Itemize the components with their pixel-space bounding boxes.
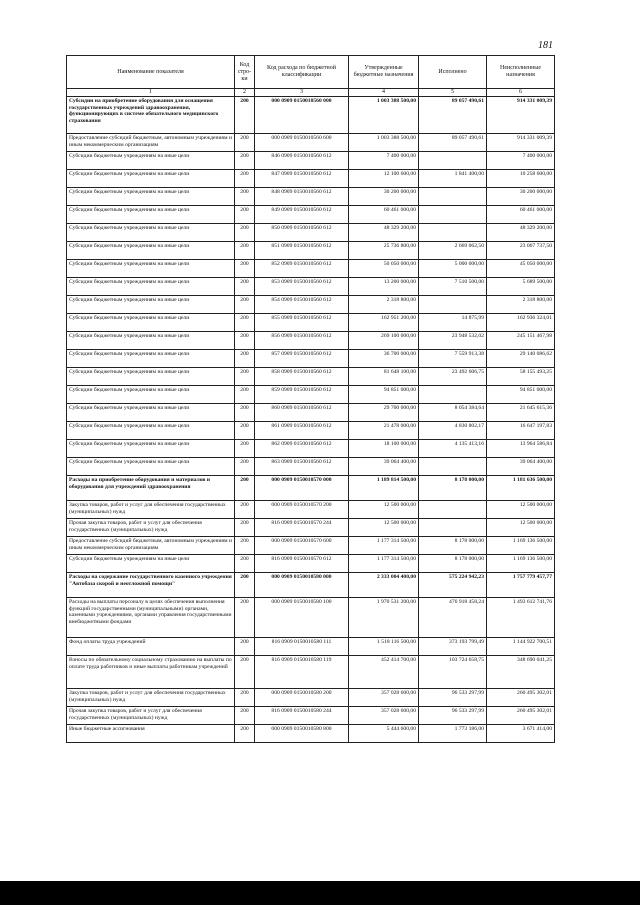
- row-approved: 12 500 000,00: [349, 519, 419, 537]
- row-line-code: 200: [235, 134, 255, 152]
- table-row: [67, 332, 555, 350]
- header-executed: Исполнено: [419, 56, 487, 89]
- table-row: [67, 206, 555, 224]
- row-line-code: 200: [235, 242, 255, 260]
- page-number: 181: [538, 40, 553, 51]
- row-executed: 8 178 000,00: [419, 476, 487, 501]
- row-line-code: 200: [235, 314, 255, 332]
- row-budget-code: 858 0909 0150010560 612: [255, 368, 349, 386]
- row-line-code: 200: [235, 476, 255, 501]
- row-approved: 12 100 600,00: [349, 170, 419, 188]
- row-name: Фонд оплаты труда учреждений: [67, 638, 235, 656]
- row-unexecuted: 7 400 000,00: [487, 152, 555, 170]
- row-unexecuted: 1 169 136 500,00: [487, 555, 555, 573]
- row-unexecuted: 162 936 324,01: [487, 314, 555, 332]
- row-name: Субсидии на приобретение оборудования для оснащения государственных учреждений здравоохранения, функционирующих в системе обязательного медицинского страхования: [67, 97, 235, 134]
- row-budget-code: 000 0909 0150010570 200: [255, 501, 349, 519]
- row-unexecuted: 29 140 086,62: [487, 350, 555, 368]
- table-row: [67, 224, 555, 242]
- table-row: [67, 260, 555, 278]
- row-line-code: 200: [235, 422, 255, 440]
- row-name: Субсидии бюджетным учреждениям на иные цели: [67, 224, 235, 242]
- table-row: [67, 134, 555, 152]
- row-executed: [419, 458, 487, 476]
- row-budget-code: 856 0909 0150010560 612: [255, 332, 349, 350]
- table-row: [67, 656, 555, 689]
- row-unexecuted: 39 064 400,00: [487, 458, 555, 476]
- row-unexecuted: 5 689 500,00: [487, 278, 555, 296]
- row-approved: 2 333 004 400,00: [349, 573, 419, 598]
- row-approved: 13 200 000,00: [349, 278, 419, 296]
- row-executed: [419, 206, 487, 224]
- row-executed: 1 773 186,00: [419, 725, 487, 743]
- row-line-code: 200: [235, 537, 255, 555]
- row-approved: 2 318 800,00: [349, 296, 419, 314]
- row-budget-code: 000 0909 0150010560 000: [255, 97, 349, 134]
- row-line-code: 200: [235, 206, 255, 224]
- column-number: 4: [349, 89, 419, 97]
- row-budget-code: 849 0909 0150010560 612: [255, 206, 349, 224]
- row-unexecuted: 1 181 636 500,00: [487, 476, 555, 501]
- row-executed: 23 948 532,02: [419, 332, 487, 350]
- row-name: Субсидии бюджетным учреждениям на иные цели: [67, 368, 235, 386]
- row-name: Субсидии бюджетным учреждениям на иные цели: [67, 422, 235, 440]
- row-name: Субсидии бюджетным учреждениям на иные цели: [67, 170, 235, 188]
- row-line-code: 200: [235, 638, 255, 656]
- row-approved: 357 028 600,00: [349, 707, 419, 725]
- row-executed: 2 669 062,50: [419, 242, 487, 260]
- row-unexecuted: 2 318 800,00: [487, 296, 555, 314]
- row-executed: [419, 152, 487, 170]
- row-line-code: 200: [235, 170, 255, 188]
- row-line-code: 200: [235, 725, 255, 743]
- row-name: Субсидии бюджетным учреждениям на иные цели: [67, 206, 235, 224]
- header-unexecuted: Неисполненные назначения: [487, 56, 555, 89]
- row-line-code: 200: [235, 152, 255, 170]
- row-unexecuted: 1 757 779 457,77: [487, 573, 555, 598]
- row-name: Субсидии бюджетным учреждениям на иные цели: [67, 350, 235, 368]
- row-line-code: 200: [235, 458, 255, 476]
- row-approved: 1 970 531 200,00: [349, 598, 419, 638]
- table-row: [67, 97, 555, 134]
- row-approved: 21 478 000,00: [349, 422, 419, 440]
- row-name: Субсидии бюджетным учреждениям на иные цели: [67, 152, 235, 170]
- row-line-code: 200: [235, 689, 255, 707]
- row-executed: 7 510 500,00: [419, 278, 487, 296]
- row-budget-code: 000 0909 0150010570 000: [255, 476, 349, 501]
- row-executed: 96 533 297,99: [419, 689, 487, 707]
- row-approved: 29 700 000,00: [349, 404, 419, 422]
- row-line-code: 200: [235, 260, 255, 278]
- row-executed: 5 000 000,00: [419, 260, 487, 278]
- row-line-code: 200: [235, 404, 255, 422]
- row-name: Иные бюджетные ассигнования: [67, 725, 235, 743]
- row-name: Субсидии бюджетным учреждениям на иные цели: [67, 440, 235, 458]
- row-unexecuted: 30 200 000,00: [487, 188, 555, 206]
- row-name: Субсидии бюджетным учреждениям на иные цели: [67, 555, 235, 573]
- header-budget-code: Код расхода по бюджетной классификации: [255, 56, 349, 89]
- row-unexecuted: 48 329 200,00: [487, 224, 555, 242]
- row-approved: 452 414 700,00: [349, 656, 419, 689]
- row-unexecuted: 348 690 041,25: [487, 656, 555, 689]
- row-executed: 1 841 400,00: [419, 170, 487, 188]
- table-row: [67, 458, 555, 476]
- row-approved: 48 329 200,00: [349, 224, 419, 242]
- row-name: Субсидии бюджетным учреждениям на иные цели: [67, 260, 235, 278]
- row-approved: 1 003 388 500,00: [349, 134, 419, 152]
- column-number: 2: [235, 89, 255, 97]
- table-row: [67, 476, 555, 501]
- row-name: Прочая закупка товаров, работ и услуг для обеспечения государственных (муниципальных) нужд: [67, 519, 235, 537]
- table-row: [67, 278, 555, 296]
- table-row: [67, 537, 555, 555]
- row-name: Субсидии бюджетным учреждениям на иные цели: [67, 332, 235, 350]
- table-row: [67, 573, 555, 598]
- row-executed: [419, 386, 487, 404]
- row-budget-code: 000 0909 0150010580 100: [255, 598, 349, 638]
- column-number-row: [67, 89, 555, 97]
- row-line-code: 200: [235, 598, 255, 638]
- row-approved: 94 851 000,00: [349, 386, 419, 404]
- header-name: Наименование показателя: [67, 56, 235, 89]
- row-name: Закупка товаров, работ и услуг для обеспечения государственных (муниципальных) нужд: [67, 501, 235, 519]
- row-approved: 1 003 388 500,00: [349, 97, 419, 134]
- row-line-code: 200: [235, 707, 255, 725]
- row-budget-code: 861 0909 0150010560 612: [255, 422, 349, 440]
- row-name: Прочая закупка товаров, работ и услуг для обеспечения государственных (муниципальных) нужд: [67, 707, 235, 725]
- row-approved: 269 100 000,00: [349, 332, 419, 350]
- row-approved: 162 951 200,00: [349, 314, 419, 332]
- header-row: [67, 56, 555, 89]
- table-row: [67, 152, 555, 170]
- table-row: [67, 598, 555, 638]
- row-line-code: 200: [235, 97, 255, 134]
- row-unexecuted: 3 671 414,00: [487, 725, 555, 743]
- row-line-code: 200: [235, 296, 255, 314]
- row-unexecuted: 914 331 009,39: [487, 97, 555, 134]
- row-executed: 8 178 000,00: [419, 555, 487, 573]
- row-line-code: 200: [235, 368, 255, 386]
- scan-bottom-border: [0, 881, 640, 905]
- row-executed: 96 533 297,99: [419, 707, 487, 725]
- table-row: [67, 242, 555, 260]
- row-approved: 81 648 100,00: [349, 368, 419, 386]
- table-row: [67, 422, 555, 440]
- table-row: [67, 296, 555, 314]
- table-row: [67, 188, 555, 206]
- row-budget-code: 000 0909 0150010560 600: [255, 134, 349, 152]
- row-budget-code: 857 0909 0150010560 612: [255, 350, 349, 368]
- table-row: [67, 638, 555, 656]
- row-line-code: 200: [235, 188, 255, 206]
- row-executed: 8 054 384,64: [419, 404, 487, 422]
- row-approved: 1 177 314 500,00: [349, 555, 419, 573]
- column-number: 3: [255, 89, 349, 97]
- row-name: Субсидии бюджетным учреждениям на иные цели: [67, 404, 235, 422]
- row-unexecuted: 45 050 000,00: [487, 260, 555, 278]
- table-row: [67, 368, 555, 386]
- row-approved: 36 700 000,00: [349, 350, 419, 368]
- row-budget-code: 000 0909 0150010580 800: [255, 725, 349, 743]
- row-name: Расходы на выплаты персоналу в целях обеспечения выполнения функций государственными (муниципальными) органами, казенными учреждениями, органами управления государственными внебюджетными фондами: [67, 598, 235, 638]
- row-budget-code: 847 0909 0150010560 612: [255, 170, 349, 188]
- row-budget-code: 851 0909 0150010560 612: [255, 242, 349, 260]
- row-unexecuted: 10 258 600,00: [487, 170, 555, 188]
- row-line-code: 200: [235, 440, 255, 458]
- row-budget-code: 854 0909 0150010560 612: [255, 296, 349, 314]
- table-body: [67, 97, 555, 743]
- row-name: Расходы на содержание государственного казенного учреждения "Автобаза скорой и неотложной помощи": [67, 573, 235, 598]
- row-executed: 575 224 942,23: [419, 573, 487, 598]
- row-line-code: 200: [235, 278, 255, 296]
- row-budget-code: 816 0909 0150010570 612: [255, 555, 349, 573]
- table-row: [67, 555, 555, 573]
- row-budget-code: 000 0909 0150010570 600: [255, 537, 349, 555]
- table-row: [67, 170, 555, 188]
- row-line-code: 200: [235, 332, 255, 350]
- row-budget-code: 816 0909 0150010580 119: [255, 656, 349, 689]
- row-budget-code: 816 0909 0150010580 244: [255, 707, 349, 725]
- row-line-code: 200: [235, 555, 255, 573]
- row-unexecuted: 94 851 000,00: [487, 386, 555, 404]
- row-executed: 4 135 413,16: [419, 440, 487, 458]
- row-name: Расходы на приобретение оборудования и материалов и оборудования для учреждений здравоохранения: [67, 476, 235, 501]
- row-unexecuted: 1 169 136 500,00: [487, 537, 555, 555]
- row-approved: 39 064 400,00: [349, 458, 419, 476]
- row-approved: 7 400 000,00: [349, 152, 419, 170]
- row-budget-code: 848 0909 0150010560 612: [255, 188, 349, 206]
- table-row: [67, 725, 555, 743]
- row-unexecuted: 60 461 000,00: [487, 206, 555, 224]
- row-name: Субсидии бюджетным учреждениям на иные цели: [67, 314, 235, 332]
- row-name: Субсидии бюджетным учреждениям на иные цели: [67, 296, 235, 314]
- row-approved: 30 200 000,00: [349, 188, 419, 206]
- row-budget-code: 816 0909 0150010580 111: [255, 638, 349, 656]
- table-row: [67, 404, 555, 422]
- row-name: Субсидии бюджетным учреждениям на иные цели: [67, 386, 235, 404]
- row-approved: 1 177 314 500,00: [349, 537, 419, 555]
- row-line-code: 200: [235, 519, 255, 537]
- row-line-code: 200: [235, 501, 255, 519]
- row-budget-code: 853 0909 0150010560 612: [255, 278, 349, 296]
- column-number: 1: [67, 89, 235, 97]
- row-budget-code: 850 0909 0150010560 612: [255, 224, 349, 242]
- row-budget-code: 860 0909 0150010560 612: [255, 404, 349, 422]
- row-executed: 4 830 802,17: [419, 422, 487, 440]
- row-executed: 14 875,99: [419, 314, 487, 332]
- row-budget-code: 855 0909 0150010560 612: [255, 314, 349, 332]
- table-row: [67, 707, 555, 725]
- row-approved: 50 050 000,00: [349, 260, 419, 278]
- row-unexecuted: 12 500 000,00: [487, 501, 555, 519]
- row-unexecuted: 13 964 586,84: [487, 440, 555, 458]
- row-line-code: 200: [235, 224, 255, 242]
- row-unexecuted: 260 495 302,01: [487, 689, 555, 707]
- header-line-code: Код стро-ки: [235, 56, 255, 89]
- row-budget-code: 863 0909 0150010560 612: [255, 458, 349, 476]
- table-row: [67, 440, 555, 458]
- row-name: Субсидии бюджетным учреждениям на иные цели: [67, 278, 235, 296]
- row-budget-code: 852 0909 0150010560 612: [255, 260, 349, 278]
- row-unexecuted: 16 647 197,83: [487, 422, 555, 440]
- row-budget-code: 000 0909 0150010580 200: [255, 689, 349, 707]
- row-name: Субсидии бюджетным учреждениям на иные цели: [67, 188, 235, 206]
- row-executed: [419, 224, 487, 242]
- row-approved: 1 518 116 500,00: [349, 638, 419, 656]
- row-approved: 18 100 000,00: [349, 440, 419, 458]
- row-approved: 357 028 600,00: [349, 689, 419, 707]
- table-row: [67, 386, 555, 404]
- row-approved: 12 500 000,00: [349, 501, 419, 519]
- row-executed: 103 724 658,75: [419, 656, 487, 689]
- row-executed: [419, 501, 487, 519]
- row-unexecuted: 1 144 922 700,51: [487, 638, 555, 656]
- row-budget-code: 816 0909 0150010570 244: [255, 519, 349, 537]
- row-unexecuted: 12 500 000,00: [487, 519, 555, 537]
- row-unexecuted: 23 067 737,50: [487, 242, 555, 260]
- row-unexecuted: 21 645 615,36: [487, 404, 555, 422]
- row-executed: 373 193 799,49: [419, 638, 487, 656]
- row-approved: 5 444 600,00: [349, 725, 419, 743]
- row-line-code: 200: [235, 656, 255, 689]
- row-executed: 8 178 000,00: [419, 537, 487, 555]
- row-unexecuted: 58 155 493,25: [487, 368, 555, 386]
- row-unexecuted: 260 495 302,01: [487, 707, 555, 725]
- row-unexecuted: 914 331 009,39: [487, 134, 555, 152]
- header-approved: Утвержденные бюджетные назначения: [349, 56, 419, 89]
- column-number: 6: [487, 89, 555, 97]
- row-budget-code: 862 0909 0150010560 612: [255, 440, 349, 458]
- row-approved: 25 736 800,00: [349, 242, 419, 260]
- row-executed: 89 057 490,61: [419, 134, 487, 152]
- table-row: [67, 689, 555, 707]
- row-name: Предоставление субсидий бюджетным, автономным учреждениям и иным некоммерческим организациям: [67, 134, 235, 152]
- row-unexecuted: 245 151 467,98: [487, 332, 555, 350]
- budget-execution-table: [66, 55, 555, 743]
- row-executed: [419, 188, 487, 206]
- row-line-code: 200: [235, 350, 255, 368]
- table-row: [67, 350, 555, 368]
- row-name: Предоставление субсидий бюджетным, автономным учреждениям и иным некоммерческим организациям: [67, 537, 235, 555]
- table-row: [67, 501, 555, 519]
- row-executed: 476 918 458,24: [419, 598, 487, 638]
- table-row: [67, 519, 555, 537]
- row-approved: 60 461 000,00: [349, 206, 419, 224]
- row-budget-code: 846 0909 0150010560 612: [255, 152, 349, 170]
- row-line-code: 200: [235, 573, 255, 598]
- row-line-code: 200: [235, 386, 255, 404]
- row-executed: [419, 296, 487, 314]
- row-executed: 23 492 606,75: [419, 368, 487, 386]
- row-executed: [419, 519, 487, 537]
- row-budget-code: 859 0909 0150010560 612: [255, 386, 349, 404]
- row-unexecuted: 1 493 612 741,76: [487, 598, 555, 638]
- row-budget-code: 000 0909 0150010580 000: [255, 573, 349, 598]
- row-approved: 1 189 814 500,00: [349, 476, 419, 501]
- table-row: [67, 314, 555, 332]
- row-name: Взносы по обязательному социальному страхованию на выплаты по оплате труда работников и иные выплаты работникам учреждений: [67, 656, 235, 689]
- row-executed: 89 057 490,61: [419, 97, 487, 134]
- row-name: Субсидии бюджетным учреждениям на иные цели: [67, 458, 235, 476]
- row-name: Субсидии бюджетным учреждениям на иные цели: [67, 242, 235, 260]
- column-number: 5: [419, 89, 487, 97]
- row-executed: 7 559 913,38: [419, 350, 487, 368]
- row-name: Закупка товаров, работ и услуг для обеспечения государственных (муниципальных) нужд: [67, 689, 235, 707]
